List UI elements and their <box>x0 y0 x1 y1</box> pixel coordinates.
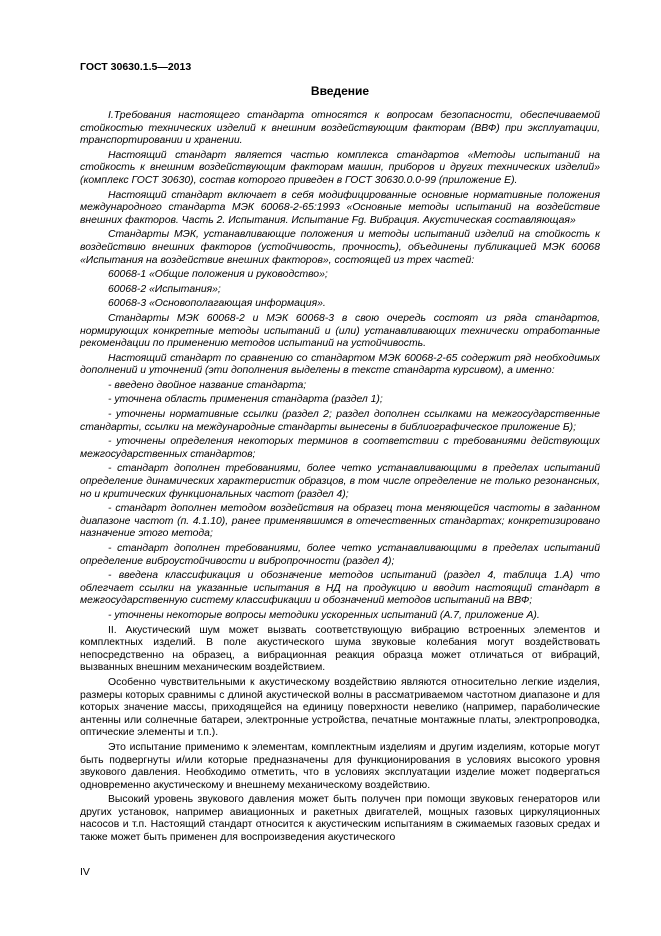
paragraph: Настоящий стандарт является частью комплекса стандартов «Методы испытаний на стойкость к внешним воздействующим факторам машин, приборов и других технических изделий» (комплекс ГОСТ 30630), состав которого приведен в ГОСТ 30630.0.0-99 (приложение Е). <box>80 149 600 186</box>
list-item: - введено двойное название стандарта; <box>108 379 307 391</box>
list-item: - введена классификация и обозначение методов испытаний (раздел 4, таблица 1.А) что облегчает ссылки на указанные испытания в НД на продукцию и вводит настоящий стандарт в межгосударственную систему классификации и обозначений методов испытаний на ВВФ; <box>80 570 600 607</box>
page-title: Введение <box>310 84 370 98</box>
paragraph: Это испытание применимо к элементам, комплектным изделиям и другим изделиям, которые могут быть подвергнуты и/или которые предназначены для функционирования в условиях высокого уровня звукового давления. Необходимо отметить, что в условиях эксплуатации изделие может подвергаться одновременно акустическому и внешнему механическому воздействию. <box>80 741 600 791</box>
standard-code-header: ГОСТ 30630.1.5—2013 <box>80 61 192 73</box>
document-body <box>80 110 600 847</box>
list-item: - уточнена область применения стандарта (раздел 1); <box>108 394 383 406</box>
paragraph: Стандарты МЭК, устанавливающие положения и методы испытаний изделий на стойкость к воздействию внешних факторов (устойчивость, прочность), объединены публикацией МЭК 60068 «Испытания на воздействие внешних факторов», состоящей из трех частей: <box>80 229 600 266</box>
paragraph: Особенно чувствительными к акустическому воздействию являются относительно легкие изделия, размеры которых сравнимы с длиной акустической волны в рассматриваемом частотном диапазоне и для которых значение массы, приходящейся на единицу поверхности невелико (например, параболические антенны или солнечные батареи, электронные устройства, печатные монтажные платы, электропроводка, оптические элементы и т.п.). <box>80 676 600 739</box>
list-item: 60068-2 «Испытания»; <box>108 283 221 295</box>
paragraph: Настоящий стандарт включает в себя модифицированные основные нормативные положения международного стандарта МЭК 60068-2-65:1993 «Основные методы испытаний на воздействие внешних факторов. Часть 2. Испытания. Испытание Fg. Вибрация. Акустическая составляющая» <box>80 189 600 226</box>
list-item: - уточнены нормативные ссылки (раздел 2; раздел дополнен ссылками на межгосударственные стандарты, ссылки на международные стандарты вынесены в библиографическое приложение Б); <box>80 409 600 433</box>
paragraph: Настоящий стандарт по сравнению со стандартом МЭК 60068-2-65 содержит ряд необходимых дополнений и уточнений (эти дополнения выделены в тексте стандарта курсивом), а именно: <box>80 352 600 377</box>
paragraph: I.Требования настоящего стандарта относятся к вопросам безопасности, обеспечиваемой стойкостью технических изделий к внешним воздействующим факторам (ВВФ) при эксплуатации, транспортировании и хранении. <box>80 110 600 147</box>
list-item: 60068-3 «Основополагающая информация». <box>108 298 326 310</box>
paragraph: Высокий уровень звукового давления может быть получен при помощи звуковых генераторов или других установок, например авиационных и ракетных двигателей, мощных газовых циркуляционных насосов и т.п. Настоящий стандарт относится к акустическим испытаниям в сжимаемых газовых средах и также может быть применен для воспроизведения акустического <box>80 794 600 844</box>
list-item: - уточнены определения некоторых терминов в соответствии с требованиями действующих межгосударственных стандартов; <box>80 436 600 460</box>
list-item: - стандарт дополнен требованиями, более четко устанавливающими в пределах испытаний определение виброустойчивости и вибропрочности (раздел 4); <box>80 543 600 567</box>
page-number: IV <box>80 866 90 878</box>
paragraph: Стандарты МЭК 60068-2 и МЭК 60068-3 в свою очередь состоят из ряда стандартов, нормирующих конкретные методы испытаний и (или) устанавливающих технически отработанные рекомендации по применению методов испытаний на устойчивость. <box>80 312 600 350</box>
list-item: - уточнены некоторые вопросы методики ускоренных испытаний (А.7, приложение А). <box>108 609 540 621</box>
list-item: - стандарт дополнен требованиями, более четко устанавливающими в пределах испытаний определение динамических характеристик образцов, в том числе определение не только резонансных, но и критических функциональных частот (раздел 4); <box>80 463 600 500</box>
list-item: 60068-1 «Общие положения и руководство»; <box>108 269 328 281</box>
list-item: - стандарт дополнен методом воздействия на образец тона меняющейся частоты в заданном диапазоне частот (п. 4.1.10), ранее применявшимся в отечественных стандартах; конкретизировано назначение этого метода; <box>80 503 600 540</box>
paragraph: II. Акустический шум может вызвать соответствующую вибрацию встроенных элементов и комплектных изделий. В поле акустического шума звуковые колебания могут воздействовать непосредственно на образец, а вибрационная реакция образца может отличаться от вибраций, вызванных внешним механическим воздействием. <box>80 624 600 674</box>
